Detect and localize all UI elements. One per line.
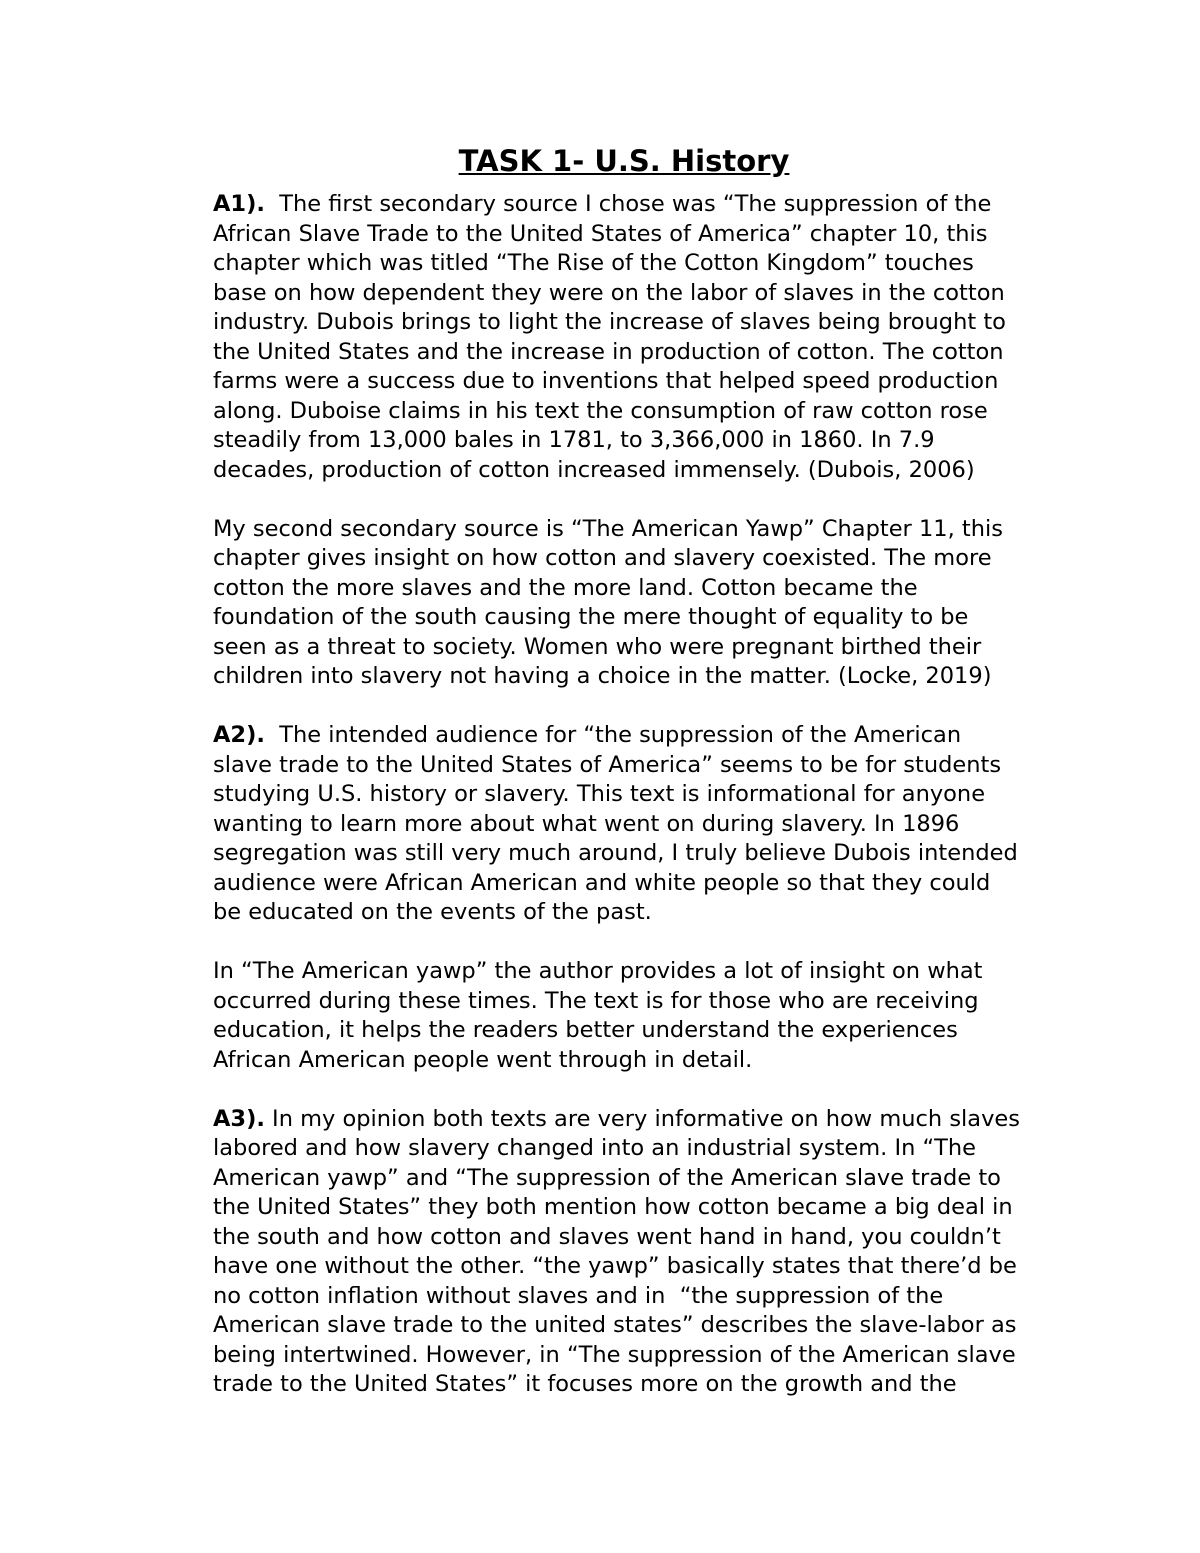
- paragraph-a1: [213, 190, 1063, 485]
- paragraph-spacer: [213, 485, 1063, 515]
- paragraph-line: occurred during these times. The text is for those who are receiving: [213, 987, 979, 1014]
- paragraph-line: African American people went through in detail.: [213, 1046, 753, 1073]
- paragraph-spacer: [213, 1075, 1063, 1105]
- paragraph-line: foundation of the south causing the mere thought of equality to be: [213, 604, 969, 630]
- paragraph-line: A2). The intended audience for “the suppression of the American: [213, 722, 962, 748]
- paragraph-second-source: [213, 515, 1063, 692]
- paragraph-line: along. Duboise claims in his text the consumption of raw cotton rose: [213, 397, 988, 424]
- paragraph-line: children into slavery not having a choice in the matter. (Locke, 2019): [213, 663, 992, 689]
- paragraph-a2: [213, 721, 1063, 928]
- paragraph-line: seen as a threat to society. Women who were pregnant birthed their: [213, 633, 982, 660]
- paragraph-line: African Slave Trade to the United States of America” chapter 10, this: [213, 220, 988, 247]
- paragraph-line: In “The American yawp” the author provides a lot of insight on what: [213, 958, 983, 984]
- paragraph-spacer: [213, 692, 1063, 722]
- paragraph-line: the south and how cotton and slaves went hand in hand, you couldn’t: [213, 1223, 1001, 1250]
- paragraph-a3: [213, 1105, 1063, 1400]
- paragraph-line: audience were African American and white people so that they could: [213, 869, 991, 896]
- paragraph-line: chapter which was titled “The Rise of the Cotton Kingdom” touches: [213, 250, 974, 276]
- paragraph-line: be educated on the events of the past.: [213, 899, 652, 925]
- paragraph-line: the United States and the increase in production of cotton. The cotton: [213, 338, 1004, 365]
- paragraph-yawp-audience: [213, 957, 1063, 1075]
- paragraph-line: the United States” they both mention how cotton became a big deal in: [213, 1194, 1013, 1220]
- paragraph-line: segregation was still very much around, I truly believe Dubois intended: [213, 840, 1018, 866]
- paragraph-line: being intertwined. However, in “The suppression of the American slave: [213, 1341, 1016, 1368]
- paragraph-line: studying U.S. history or slavery. This text is informational for anyone: [213, 781, 986, 807]
- paragraph-line: chapter gives insight on how cotton and slavery coexisted. The more: [213, 545, 992, 571]
- paragraph-line: industry. Dubois brings to light the increase of slaves being brought to: [213, 309, 1006, 335]
- paragraph-line: decades, production of cotton increased immensely. (Dubois, 2006): [213, 456, 975, 483]
- document-title: TASK 1- U.S. History: [458, 144, 790, 178]
- paragraph-line: farms were a success due to inventions that helped speed production: [213, 368, 999, 394]
- paragraph-line: American yawp” and “The suppression of the American slave trade to: [213, 1164, 1001, 1191]
- paragraph-line: American slave trade to the united states” describes the slave-labor as: [213, 1312, 1017, 1338]
- paragraph-line: A3). In my opinion both texts are very informative on how much slaves: [213, 1105, 1020, 1132]
- paragraph-line: labored and how slavery changed into an industrial system. In “The: [213, 1135, 977, 1161]
- paragraph-line: base on how dependent they were on the labor of slaves in the cotton: [213, 279, 1005, 306]
- section-label-a1: A1).: [213, 191, 265, 217]
- paragraph-line: A1). The first secondary source I chose was “The suppression of the: [213, 191, 992, 217]
- paragraph-line: wanting to learn more about what went on during slavery. In 1896: [213, 810, 960, 837]
- document-page: [213, 138, 1063, 1400]
- paragraph-line: no cotton inflation without slaves and in “the suppression of the: [213, 1282, 944, 1309]
- paragraph-line: cotton the more slaves and the more land. Cotton became the: [213, 574, 918, 601]
- paragraph-line: education, it helps the readers better understand the experiences: [213, 1017, 958, 1043]
- paragraph-line: slave trade to the United States of America” seems to be for students: [213, 751, 1002, 778]
- section-label-a3: A3).: [213, 1105, 265, 1132]
- paragraph-line: trade to the United States” it focuses more on the growth and the: [213, 1371, 957, 1397]
- paragraph-line: have one without the other. “the yawp” basically states that there’d be: [213, 1253, 1017, 1279]
- section-label-a2: A2).: [213, 722, 265, 748]
- paragraph-spacer: [213, 928, 1063, 958]
- paragraph-line: steadily from 13,000 bales in 1781, to 3,366,000 in 1860. In 7.9: [213, 427, 935, 453]
- paragraph-line: My second secondary source is “The American Yawp” Chapter 11, this: [213, 515, 1003, 542]
